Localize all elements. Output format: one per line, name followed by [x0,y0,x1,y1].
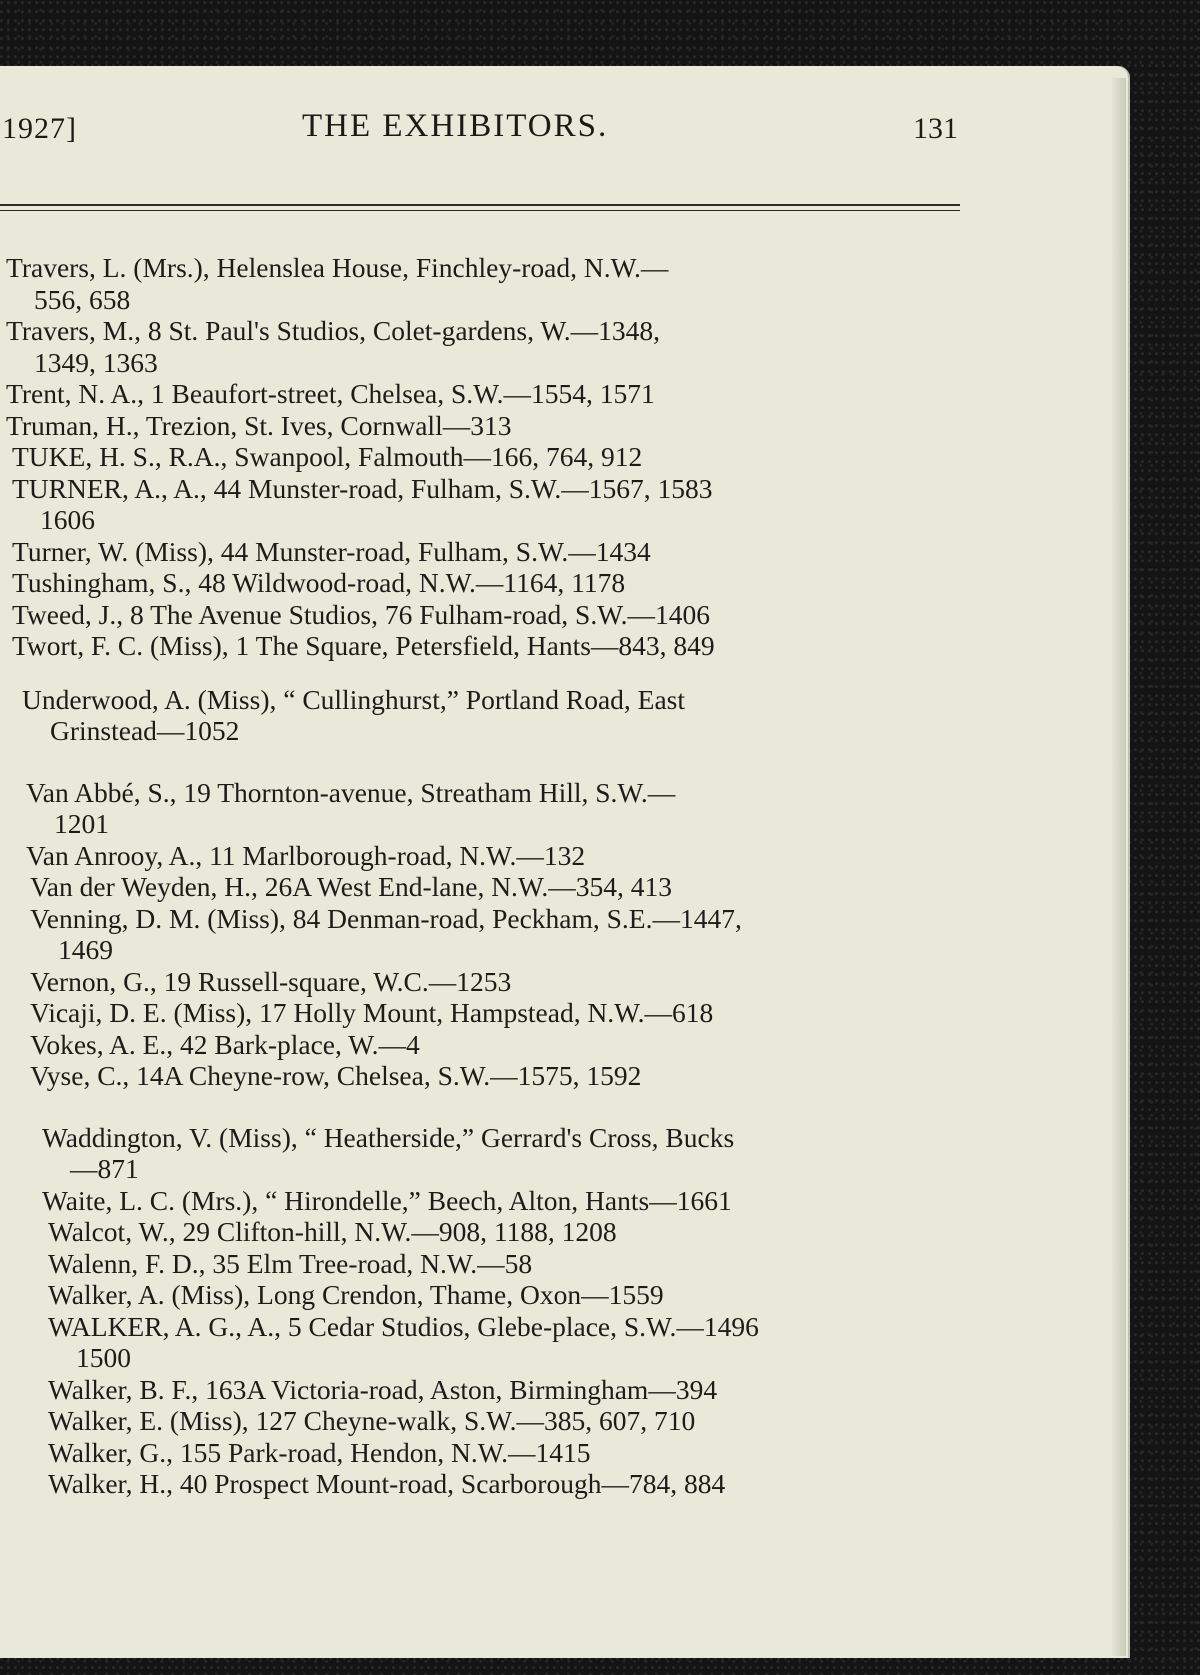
entry-text: Tweed, J., 8 The Avenue Studios, 76 Fulham-road, S.W.—1406 [12,598,711,630]
exhibitor-entry [0,903,1000,966]
exhibitor-entry [0,1248,1000,1280]
entry-text: Vernon, G., 19 Russell-square, W.C.—1253 [30,965,512,997]
entry-continuation: 556, 658 [34,283,131,315]
exhibitor-entry [0,997,1000,1029]
entry-continuation: 1469 [58,934,113,965]
entry-text: Van der Weyden, H., 26A West End-lane, N.W.—354, 413 [30,871,672,902]
entry-text: Travers, L. (Mrs.), Helenslea House, Finchley-road, N.W.— [6,252,669,283]
exhibitor-entry [0,1437,1000,1469]
entry-continuation: 1500 [76,1342,131,1373]
exhibitor-entry [0,777,1000,840]
entry-text: Trent, N. A., 1 Beaufort-street, Chelsea, S.W.—1554, 1571 [6,378,655,409]
exhibitor-list [0,252,1000,1500]
entry-text: Walker, B. F., 163A Victoria-road, Aston, Birmingham—394 [48,1373,718,1405]
exhibitor-entry [0,1185,1000,1217]
exhibitor-entry [0,1122,1000,1185]
entry-text: Walker, G., 155 Park-road, Hendon, N.W.—1415 [48,1436,591,1468]
exhibitor-entry [0,315,1000,378]
exhibitor-entry [0,1311,1000,1374]
entry-text: Tushingham, S., 48 Wildwood-road, N.W.—1164, 1178 [12,567,626,598]
exhibitor-entry [0,1279,1000,1311]
entry-text: Walker, E. (Miss), 127 Cheyne-walk, S.W.—385, 607, 710 [48,1405,696,1436]
entry-continuation: Grinstead—1052 [50,715,240,746]
exhibitor-entry [0,252,1000,315]
header-rule [0,204,960,206]
entry-continuation: 1349, 1363 [34,346,158,378]
exhibitor-entry [0,871,1000,903]
entry-text: Waddington, V. (Miss), “ Heatherside,” Gerrard's Cross, Bucks [42,1121,735,1153]
exhibitor-entry [0,966,1000,998]
entry-text: Vicaji, D. E. (Miss), 17 Holly Mount, Hampstead, N.W.—618 [30,997,714,1028]
exhibitor-entry [0,441,1000,473]
exhibitor-entry [0,536,1000,568]
exhibitor-entry [0,1029,1000,1061]
entry-text: Underwood, A. (Miss), “ Cullinghurst,” Portland Road, East [22,683,685,715]
entry-continuation: 1201 [54,808,109,839]
section-u [0,684,1000,747]
entry-text: Travers, M., 8 St. Paul's Studios, Colet-gardens, W.—1348, [6,315,661,346]
entry-text: Vokes, A. E., 42 Bark-place, W.—4 [30,1028,420,1060]
entry-text: Truman, H., Trezion, St. Ives, Cornwall—313 [6,409,512,441]
entry-text: Walenn, F. D., 35 Elm Tree-road, N.W.—58 [48,1247,533,1279]
exhibitor-entry [0,840,1000,872]
entry-text: Walker, A. (Miss), Long Crendon, Thame, Oxon—1559 [48,1279,664,1310]
exhibitor-entry [0,599,1000,631]
entry-text: Waite, L. C. (Mrs.), “ Hirondelle,” Beech, Alton, Hants—1661 [42,1184,732,1216]
header-rule-thin [0,210,960,211]
entry-text: Van Abbé, S., 19 Thornton-avenue, Streatham Hill, S.W.— [26,776,676,808]
entry-text: Walcot, W., 29 Clifton-hill, N.W.—908, 1188, 1208 [48,1216,617,1247]
exhibitor-entry [0,1468,1000,1500]
entry-text: Twort, F. C. (Miss), 1 The Square, Petersfield, Hants—843, 849 [12,630,715,661]
entry-text: WALKER, A. G., A., 5 Cedar Studios, Glebe-place, S.W.—1496 [48,1310,759,1342]
exhibitor-entry [0,684,1000,747]
section-t [0,252,1000,662]
entry-continuation: —871 [70,1153,139,1184]
entry-text: TURNER, A., A., 44 Munster-road, Fulham, S.W.—1567, 1583 [12,472,713,504]
exhibitor-entry [0,1405,1000,1437]
exhibitor-entry [0,1374,1000,1406]
entry-text: Walker, H., 40 Prospect Mount-road, Scarborough—784, 884 [48,1468,726,1499]
header-year: 1927] [2,112,77,145]
page-number: 131 [913,112,958,145]
page-edge [1112,78,1126,1656]
entry-text: TUKE, H. S., R.A., Swanpool, Falmouth—166, 764, 912 [12,441,643,472]
exhibitor-entry [0,567,1000,599]
entry-text: Turner, W. (Miss), 44 Munster-road, Fulham, S.W.—1434 [12,535,651,567]
section-w [0,1122,1000,1500]
entry-text: Vyse, C., 14A Cheyne-row, Chelsea, S.W.—1575, 1592 [30,1060,642,1091]
exhibitor-entry [0,473,1000,536]
entry-text: Venning, D. M. (Miss), 84 Denman-road, Peckham, S.E.—1447, [30,902,742,934]
exhibitor-entry [0,1216,1000,1248]
exhibitor-entry [0,1060,1000,1092]
exhibitor-entry [0,630,1000,662]
page-title: THE EXHIBITORS. [302,108,609,144]
exhibitor-entry [0,378,1000,410]
running-header [0,106,960,156]
exhibitor-entry [0,410,1000,442]
entry-continuation: 1606 [40,504,95,535]
entry-text: Van Anrooy, A., 11 Marlborough-road, N.W.—132 [26,839,586,871]
section-v [0,777,1000,1092]
